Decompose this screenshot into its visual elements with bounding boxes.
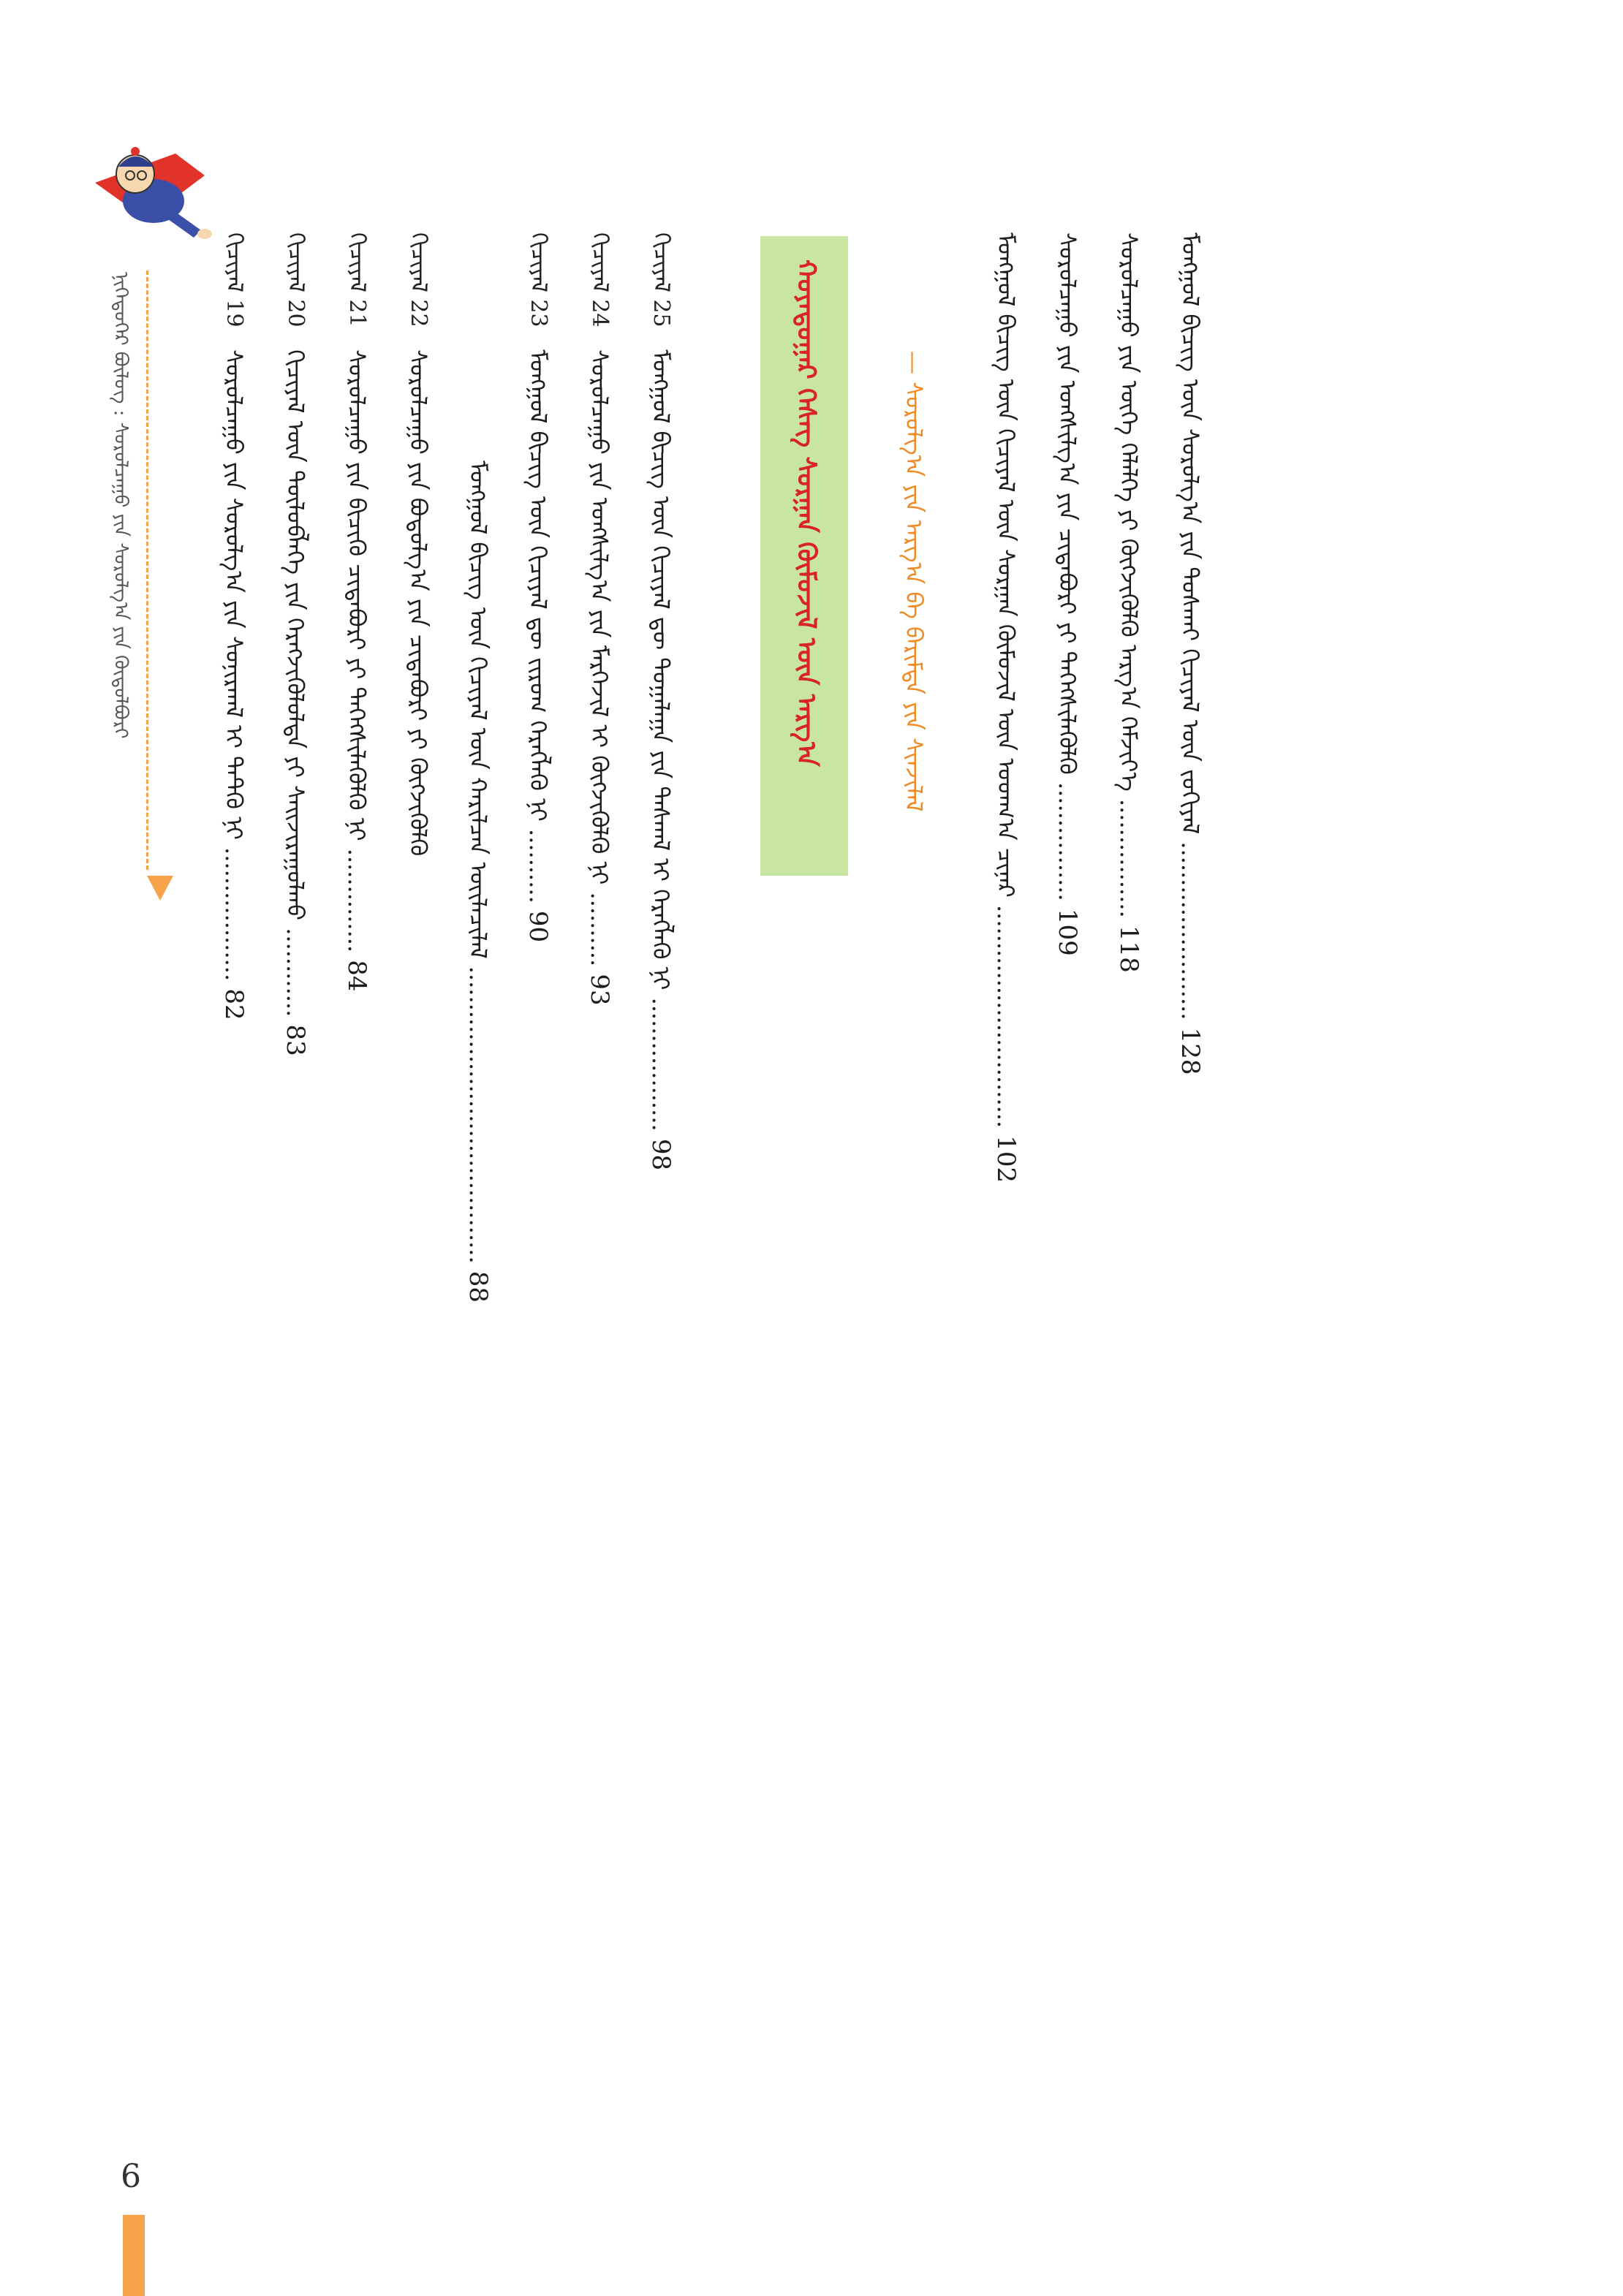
entry-title: ᠮᠣᠩᠭᠣᠯ ᠪᠢᠴᠢᠭ ᠦᠨ ᠬᠢᠴᠢᠶᠡᠯ ᠦᠨ ᠰᠤᠷᠭᠠᠨ ᠬᠥᠮᠦᠵᠢᠯ ᠦᠨ ᠤᠳᠬ᠎ᠠ ᠴᠢᠨᠠᠷ [992,232,1020,898]
lesson-number: ᠬᠢᠴᠢᠶᠡᠯ 24 [587,232,613,327]
page-ref: 118 [1114,925,1143,973]
lesson-entry[interactable] [219,232,249,1020]
lesson-title: ᠮᠣᠩᠭᠣᠯ ᠪᠢᠴᠢᠭ ᠦᠨ ᠬᠢᠴᠢᠶᠡᠯ ᠳᠦ ᠲᠣᠭᠠᠯᠠᠭᠠ ᠶᠢᠨ ᠳᠠᠰᠭᠠᠯ ᠢ ᠬᠡᠷᠡᠭᠯᠡᠬᠦ ᠨᠢ [647,349,675,990]
lesson-number: ᠬᠢᠴᠢᠶᠡᠯ 20 [283,232,309,327]
lesson-title: ᠬᠢᠴᠢᠶᠡᠯ ᠦᠨ ᠲᠥᠯᠥᠪᠯᠡᠭᠡ ᠶᠢᠨ ᠬᠡᠷᠡᠭᠵᠢᠭᠦᠯᠦᠯᠲᠡ ᠶᠢ ᠰᠠᠢᠵᠢᠷᠠᠭᠤᠯᠬᠤ [281,349,309,921]
lesson-number: ᠬᠢᠴᠢᠶᠡᠯ 19 [222,232,247,327]
leader-dots: ........................ [1176,841,1204,1020]
lesson-number: ᠬᠢᠴᠢᠶᠡᠯ 23 [526,232,551,327]
page-ref: 109 [1053,908,1082,956]
page-ref: 83 [281,1024,310,1056]
page-tab-bar [123,2215,145,2296]
leader-dots: .......... [524,829,552,903]
entry-title: ᠮᠣᠩᠭᠣᠯ ᠪᠢᠴᠢᠭ ᠦᠨ ᠰᠤᠷᠤᠯᠭ᠎ᠠ ᠶᠢᠨ ᠲᠤᠰᠬᠠᠢ ᠬᠢᠴᠢᠶᠡᠯ ᠦᠨ ᠵᠣᠬᠢᠶᠠᠯ [1176,232,1204,835]
lesson-number: ᠬᠢᠴᠢᠶᠡᠯ 25 [648,232,674,327]
leader-dots: .............................. [992,904,1020,1129]
entry-title: ᠰᠤᠷᠤᠯᠴᠠᠭᠤ ᠶᠢᠨ ᠦᠭᠡ ᠬᠡᠯᠡᠯᠭᠡ ᠶᠢ ᠬᠥᠭᠵᠢᠭᠦᠯᠬᠦ ᠠᠷᠭ᠎ᠠ ᠬᠡᠮᠵᠢᠶ᠎ᠡ [1115,232,1143,792]
section-title: ᠬᠣᠶᠠᠳᠤᠭᠠᠷ ᠬᠡᠰᠡᠭ ᠰᠤᠷᠭᠠᠨ ᠬᠥᠮᠦᠵᠢᠯ ᠦᠨ ᠠᠷᠭ᠎ᠠ [791,259,822,767]
lesson-number: ᠬᠢᠴᠢᠶᠡᠯ 21 [344,232,370,327]
lesson-entry[interactable] [404,232,433,856]
toc-entry[interactable] [991,232,1021,1183]
page-ref: 82 [219,988,249,1020]
page-ref: 128 [1176,1027,1205,1075]
lesson-title: ᠰᠤᠷᠤᠯᠴᠠᠭᠤ ᠶᠢᠨ ᠪᠢᠴᠢᠬᠦ ᠴᠢᠳᠠᠪᠤᠷᠢ ᠶᠢ ᠳᠡᠭᠡᠭᠰᠢᠯᠡᠭᠦᠯᠬᠦ ᠨᠢ [343,349,371,841]
page-ref: 84 [342,960,371,992]
lesson-entry[interactable] [281,232,310,1056]
leader-dots: .............. [343,848,371,953]
lesson-title: ᠮᠣᠩᠭᠣᠯ ᠪᠢᠴᠢᠭ ᠦᠨ ᠬᠢᠴᠢᠶᠡᠯ ᠦᠨ ᠬᠠᠷᠢᠯᠴᠠᠨ ᠦᠢᠯᠡᠴᠢᠯᠡᠯ [464,461,492,959]
lesson-entry-continued[interactable] [464,461,493,1303]
lesson-entry[interactable] [585,232,614,1006]
lesson-entry[interactable] [523,232,553,942]
section-subheading: — ᠰᠤᠷᠤᠯᠭ᠎ᠠ ᠶᠢᠨ ᠠᠷᠭ᠎ᠠ ᠪᠠ ᠪᠠᠷᠢᠮᠲᠠ ᠶᠢᠨ ᠰᠢᠨᠵᠢᠯᠡᠯ [900,351,928,812]
toc-entry[interactable] [1176,232,1205,1075]
lesson-title: ᠰᠤᠷᠤᠯᠴᠠᠭᠤ ᠶᠢᠨ ᠰᠤᠷᠤᠯᠭ᠎ᠠ ᠶᠢᠨ ᠰᠣᠨᠢᠷᠬᠠᠯ ᠢ ᠲᠡᠲᠬᠦ ᠨᠢ [220,349,248,840]
page-ref: 98 [646,1138,676,1171]
leader-dots: ............ [281,928,309,1018]
leader-dots: .......... [586,892,613,967]
lesson-title: ᠰᠤᠷᠤᠯᠴᠠᠭᠤ ᠶᠢᠨ ᠪᠤᠳᠤᠯᠭ᠎ᠠ ᠶᠢᠨ ᠴᠢᠳᠠᠪᠤᠷᠢ ᠶᠢ ᠬᠥᠭᠵᠢᠭᠦᠯᠬᠦ [404,349,432,857]
page-ref: 93 [585,974,614,1006]
page-number: 6 [121,2158,141,2195]
leader-dots: ........................................ [464,966,492,1264]
page-ref: 102 [991,1135,1021,1183]
toc-entry[interactable] [1114,232,1143,973]
leader-dots: ................ [1115,798,1143,918]
lesson-entry[interactable] [646,232,676,1170]
leader-dots: .................. [220,847,248,982]
entry-title: ᠰᠤᠷᠤᠯᠴᠠᠭᠤ ᠶᠢᠨ ᠤᠩᠰᠢᠯᠭ᠎ᠠ ᠶᠢᠨ ᠴᠢᠳᠠᠪᠤᠷᠢ ᠶᠢ ᠳᠡᠭᠡᠭᠰᠢᠯᠡᠭᠦᠯᠬᠦ [1053,232,1081,775]
running-head: ᠨᠢᠭᠡᠳᠦᠭᠡᠷ ᠪᠦᠯᠦᠭ : ᠰᠤᠷᠤᠯᠴᠠᠭᠤ ᠶᠢᠨ ᠰᠤᠷᠤᠯᠭ᠎ᠠ ᠶᠢᠨ ᠬᠥᠲᠦᠯᠪᠦᠷᠢ [110,272,132,739]
dashed-rule [146,270,148,870]
triangle-marker-icon [147,876,173,901]
toc-entry[interactable] [1053,232,1082,956]
lesson-title: ᠮᠣᠩᠭᠣᠯ ᠪᠢᠴᠢᠭ ᠦᠨ ᠬᠢᠴᠢᠶᠡᠯ ᠳᠦ ᠵᠢᠷᠤᠭ ᠬᠡᠷᠡᠭᠯᠡᠬᠦ ᠨᠢ [524,349,552,822]
lesson-entry[interactable] [342,232,371,992]
leader-dots: ................ [1053,781,1081,901]
page-ref: 88 [464,1270,493,1303]
flying-boy-mascot [66,132,219,270]
lesson-title: ᠰᠤᠷᠤᠯᠴᠠᠭᠤ ᠶᠢᠨ ᠤᠩᠰᠢᠯᠭ᠎ᠠ ᠶᠢᠨ ᠮᠡᠷᠭᠡᠵᠢᠯ ᠢ ᠬᠥᠭᠵᠢᠭᠦᠯᠬᠦ ᠨᠢ [586,349,613,885]
lesson-number: ᠬᠢᠴᠢᠶᠡᠯ 22 [406,232,431,327]
leader-dots: .................. [647,997,675,1132]
page-ref: 90 [523,910,553,943]
